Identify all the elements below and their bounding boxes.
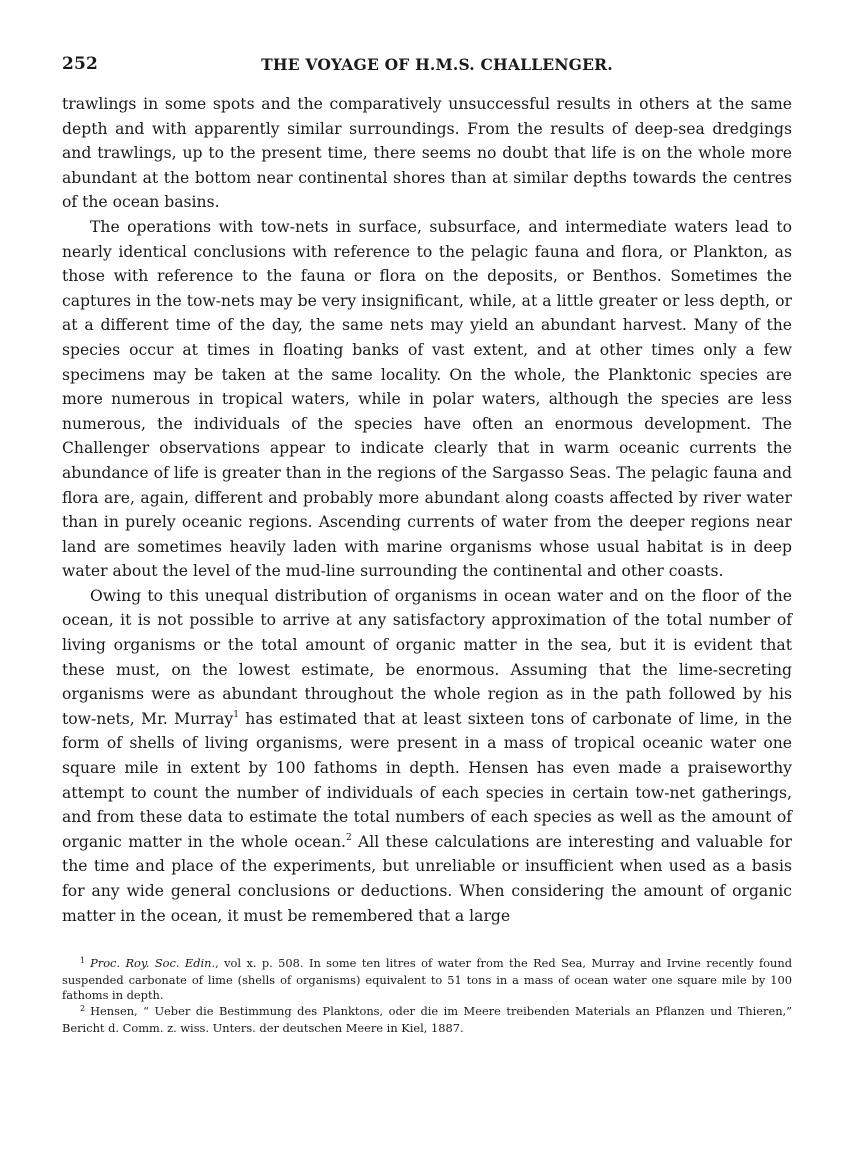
paragraph-text-part: Owing to this unequal distribution of organisms in ocean water and on the floor of the ocean, it is not possible to arrive at any satisfactory approximation of the total number of living organisms or the total amount of organic matter in the sea, but it is evident that these must, on the lowest estimate, be enormous. Assuming that the lime-secreting organisms were as abundant throughout the whole region as in the path followed by his tow-nets, Mr. Murray xyxy=(62,586,792,728)
page-number: 252 xyxy=(62,54,99,74)
paragraph-continued: trawlings in some spots and the comparatively unsuccessful results in others at the same depth and with apparently similar surroundings. From the results of deep-sea dredgings and trawlings, up to the present time, there seems no doubt that life is on the whole more abundant at the bottom near continental shores than at similar depths towards the centres of the ocean basins. xyxy=(62,95,792,212)
footnote-mark: 2 xyxy=(80,1003,86,1013)
footnote-2 xyxy=(62,1004,792,1036)
footnote-mark: 1 xyxy=(80,956,86,966)
footnote-citation: Proc. Roy. Soc. Edin. xyxy=(90,956,216,971)
paragraph-text-part: has estimated that at least sixteen tons of carbonate of lime, in the form of shells of living organisms, were present in a mass of tropical oceanic water one square mile in extent by 100 fathoms in depth. Hensen has even made a praiseworthy attempt to count the number of individuals of each species in certain tow-net gatherings, and from these data to estimate the total numbers of each species as well as the amount of organic matter in the whole ocean. xyxy=(62,709,792,851)
running-head xyxy=(62,54,792,84)
paragraph-plankton: The operations with tow-nets in surface, subsurface, and intermediate waters lead to nearly identical conclusions with reference to the pelagic fauna and flora, or Plankton, as those with reference to the fauna or flora on the deposits, or Benthos. Sometimes the captures in the tow-nets may be very insignificant, while, at a little greater or less depth, or at a different time of the day, the same nets may yield an abundant harvest. Many of the species occur at times in floating banks of vast extent, and at other times only a few specimens may be taken at the same locality. On the whole, the Planktonic species are more numerous in tropical waters, while in polar waters, although the species are less numerous, the individuals of the species have often an enormous development. The Challenger observations appear to indicate clearly that in warm oceanic currents the abundance of life is greater than in the regions of the Sargasso Seas. The pelagic fauna and flora are, again, different and probably more abundant along coasts affected by river water than in purely oceanic regions. Ascending currents of water from the deeper regions near land are sometimes heavily laden with marine organisms whose usual habitat is in deep water about the level of the mud-line surrounding the continental and other coasts. xyxy=(62,217,792,581)
footnote-1 xyxy=(62,956,792,1004)
footnote-text: Hensen, “ Ueber die Bestimmung des Planktons, oder die im Meere treibenden Materials an Pflanzen und Thieren,” Bericht d. Comm. z. wiss. Unters. der deutschen Meere in Kiel, 1887. xyxy=(62,1003,792,1035)
paragraph-organic-matter xyxy=(62,584,792,928)
footnote-reference-1: 1 xyxy=(233,709,239,720)
running-title: THE VOYAGE OF H.M.S. CHALLENGER. xyxy=(261,55,613,74)
body-text xyxy=(62,92,792,928)
footnote-reference-2: 2 xyxy=(345,832,352,843)
paragraph-text-part: All these calculations are interesting and valuable for the time and place of the experiments, but unreliable or insufficient when used as a basis for any wide general conclusions or deductions. When considering the amount of organic matter in the ocean, it must be remembered that a large xyxy=(62,832,792,925)
book-page xyxy=(62,54,792,1036)
footnotes xyxy=(62,956,792,1036)
footnote-text: , vol x. p. 508. In some ten litres of water from the Red Sea, Murray and Irvine recently found suspended carbonate of lime (shells of organisms) equivalent to 51 tons in a mass of ocean water one square mile by 100 fathoms in depth. xyxy=(62,956,792,1003)
